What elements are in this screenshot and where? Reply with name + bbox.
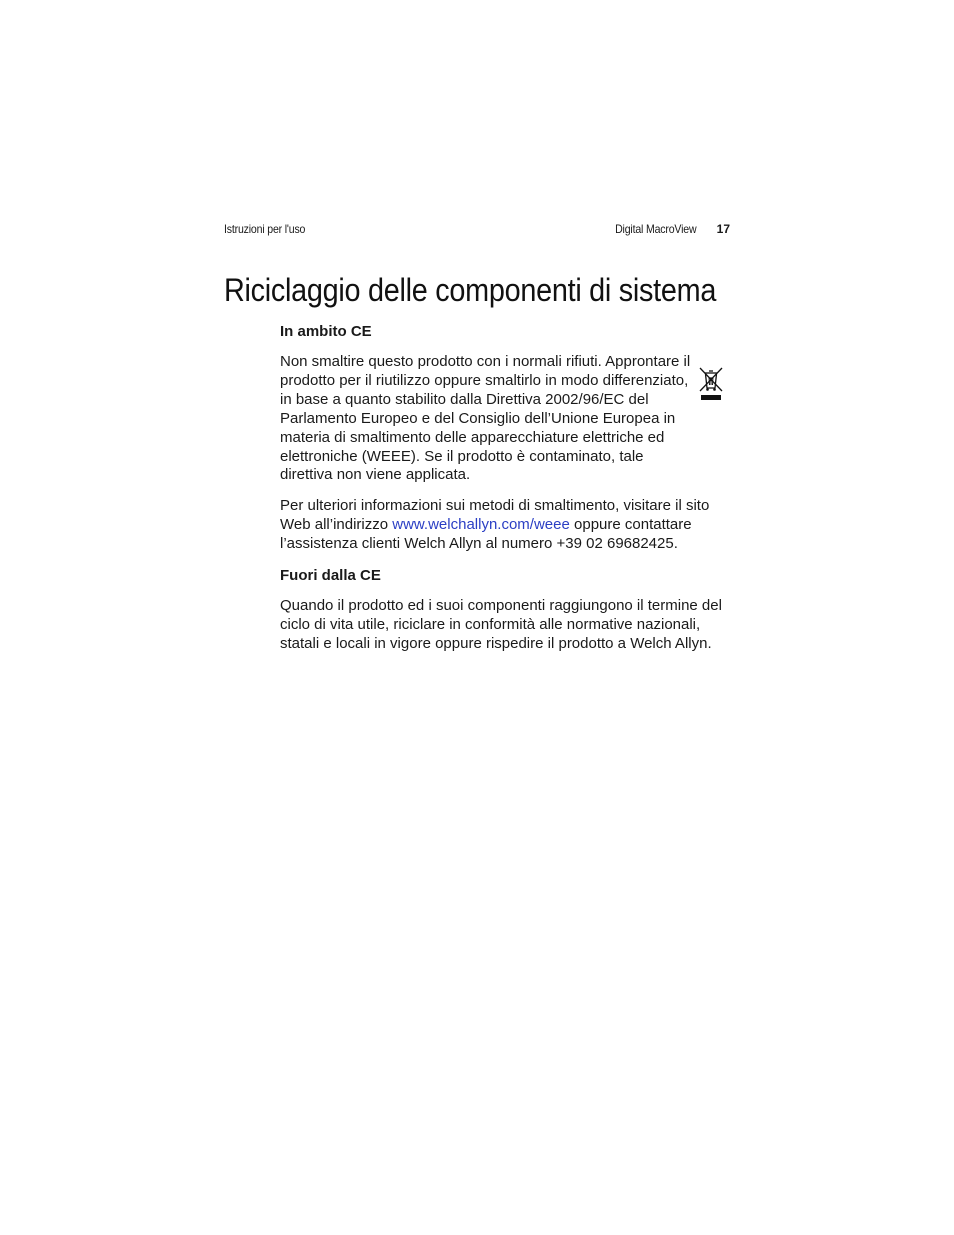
- weee-crossed-bin-icon: [697, 366, 725, 402]
- page-title: Riciclaggio delle componenti di sistema: [224, 272, 717, 308]
- paragraph-ce-info-after: oppure contattare l’assistenza clienti Welch Allyn al numero +39 02 69682425.: [280, 516, 692, 553]
- running-header-title: Digital MacroView: [615, 222, 697, 236]
- paragraph-ce-disposal: Non smaltire questo prodotto con i normali rifiuti. Approntare il prodotto per il riutilizzo oppure smaltirlo in modo differenziato, in base a quanto stabilito dalla Direttiva 2002/96/EC del Parlamento Europeo e del Consiglio dell’Unione Europea in materia di smaltimento delle apparecchiature elettriche ed elettroniche (WEEE). Se il prodotto è contaminato, tale direttiva non viene applicata.: [280, 353, 691, 484]
- section-heading-outside: Fuori dalla CE: [280, 567, 381, 585]
- paragraph-ce-info-before: Per ulteriori informazioni sui metodi di smaltimento, visitare il sito Web all’indirizzo: [280, 497, 710, 534]
- content-body: [280, 322, 730, 666]
- section-heading-ce: In ambito CE: [280, 323, 372, 340]
- paragraph-outside: Quando il prodotto ed i suoi componenti raggiungono il termine del ciclo di vita utile, riciclare in conformità alle normative nazionali, statali e locali in vigore oppure rispedire il prodotto a Welch Allyn.: [280, 597, 722, 652]
- running-header-right: [604, 222, 730, 236]
- page-number: 17: [716, 222, 730, 236]
- running-header-left: Istruzioni per l'uso: [224, 222, 306, 236]
- weee-link[interactable]: www.welchallyn.com/weee: [392, 516, 570, 534]
- paragraph-ce-info: [280, 497, 730, 554]
